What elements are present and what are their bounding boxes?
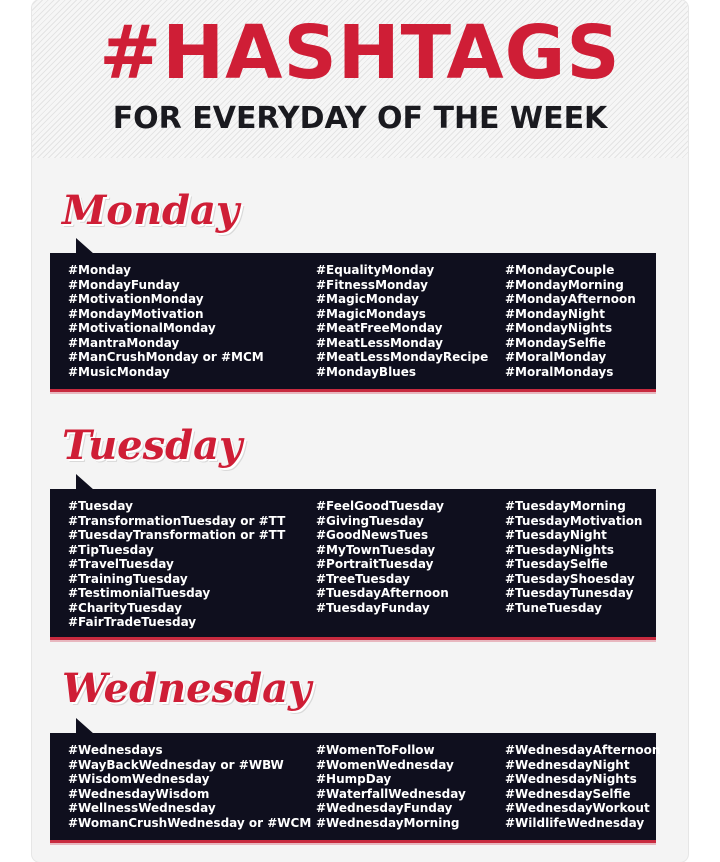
hashtag-item: #MondayNights (505, 321, 613, 335)
hashtag-item: #TuesdaySelfie (505, 557, 608, 571)
hashtag-item: #MondayFunday (68, 277, 180, 292)
hashtag-item: #MondayMorning (505, 277, 624, 292)
hashtag-item: #TuneTuesday (505, 600, 602, 615)
hashtag-column (68, 263, 264, 379)
hashtag-item: #WomenWednesday (316, 757, 454, 772)
hashtag-item: #WomanCrushWednesday or #WCM (68, 815, 312, 830)
hashtag-item: #TuesdayFunday (316, 600, 430, 615)
hashtag-item: #TestimonialTuesday (68, 586, 211, 600)
hashtag-item: #MoralMonday (505, 350, 607, 364)
hashtag-item: #MeatLessMonday (316, 335, 443, 350)
hashtag-item: #TipTuesday (68, 542, 154, 557)
hashtag-item: #TreeTuesday (316, 571, 410, 586)
hashtag-item: #WednesdayWisdom (68, 786, 210, 801)
callout-pointer (76, 238, 94, 254)
hashtag-item: #WednesdayFunday (316, 801, 453, 815)
header-banner (32, 0, 688, 158)
hashtag-item: #WaterfallWednesday (316, 786, 466, 801)
hashtag-item: #MondayCouple (505, 263, 615, 277)
hashtag-item: #GoodNewsTues (316, 528, 429, 542)
day-heading-tuesday: Tuesday (62, 422, 243, 469)
day-heading-wednesday: Wednesday (62, 665, 312, 712)
hashtag-item: #FitnessMonday (316, 277, 428, 292)
callout-pointer (76, 474, 94, 490)
hashtag-item: #MantraMonday (68, 335, 180, 350)
hashtag-item: #MondayMotivation (68, 306, 204, 321)
hashtag-item: #PortraitTuesday (316, 557, 434, 571)
page-subtitle: FOR EVERYDAY OF THE WEEK (112, 101, 608, 136)
hashtag-item: #CharityTuesday (68, 600, 182, 615)
hashtag-item: #WednesdayAfternoon (505, 743, 661, 757)
hashtag-column (505, 263, 636, 379)
hashtag-column (68, 499, 285, 630)
hashtag-item: #MusicMonday (68, 364, 170, 379)
hashtag-column (316, 499, 449, 615)
hashtag-item: #WednesdayWorkout (505, 801, 650, 815)
hashtag-column (505, 499, 642, 615)
hashtag-item: #MotivationalMonday (68, 321, 216, 335)
hashtag-item: #TuesdayMotivation (505, 513, 643, 528)
hashtag-item: #MeatLessMondayRecipe (316, 350, 489, 364)
hashtag-item: #GivingTuesday (316, 513, 424, 528)
hashtag-item: #TrainingTuesday (68, 571, 188, 586)
hashtag-item: #WellnessWednesday (68, 801, 216, 815)
hashtag-item: #TuesdayMorning (505, 499, 626, 513)
hashtag-item: #Monday (68, 263, 131, 277)
hashtag-column (316, 263, 488, 379)
callout-pointer (76, 718, 94, 734)
hashtag-item: #FairTradeTuesday (68, 615, 197, 629)
hashtag-panel-wednesday (50, 733, 661, 843)
hashtag-item: #MotivationMonday (68, 292, 204, 306)
hashtag-item: #TuesdayTransformation or #TT (68, 528, 286, 542)
hashtag-item: #HumpDay (316, 772, 392, 786)
hashtag-item: #MondayBlues (316, 364, 417, 379)
hashtag-item: #WildlifeWednesday (505, 815, 645, 830)
hashtag-item: #TuesdayNight (505, 528, 607, 542)
hashtag-item: #TuesdayTunesday (505, 586, 634, 600)
hashtag-item: #Wednesdays (68, 743, 163, 757)
hashtag-item: #ManCrushMonday or #MCM (68, 350, 264, 364)
hashtag-panel-tuesday (50, 489, 656, 640)
page-title: #HASHTAGS (99, 10, 621, 96)
hashtag-item: #WednesdayNights (505, 772, 637, 786)
hashtag-item: #EqualityMonday (316, 263, 435, 277)
hashtag-column (68, 743, 311, 830)
hashtag-item: #MondayAfternoon (505, 292, 636, 306)
hashtag-item: #TuesdayNights (505, 542, 615, 557)
hashtag-item: #TuesdayAfternoon (316, 586, 449, 600)
hashtag-item: #FeelGoodTuesday (316, 499, 444, 513)
hashtag-item: #MeatFreeMonday (316, 321, 443, 335)
hashtag-column (316, 743, 466, 830)
hashtag-item: #MagicMonday (316, 292, 419, 306)
hashtag-item: #WednesdayMorning (316, 815, 460, 830)
hashtag-item: #WednesdayNight (505, 757, 630, 772)
hashtag-item: #Tuesday (68, 499, 133, 513)
hashtag-item: #TransformationTuesday or #TT (68, 513, 286, 528)
hashtag-item: #WisdomWednesday (68, 772, 210, 786)
hashtag-item: #MyTownTuesday (316, 542, 436, 557)
infographic-card (32, 0, 688, 862)
hashtag-item: #MagicMondays (316, 306, 426, 321)
hashtag-item: #WayBackWednesday or #WBW (68, 757, 284, 772)
hashtag-item: #MondayNight (505, 306, 605, 321)
hashtag-item: #MoralMondays (505, 364, 614, 379)
hashtag-item: #TuesdayShoesday (505, 571, 635, 586)
hashtag-item: #WomenToFollow (316, 743, 435, 757)
hashtag-item: #WednesdaySelfie (505, 786, 631, 801)
hashtag-item: #TravelTuesday (68, 557, 174, 571)
day-heading-monday: Monday (62, 187, 240, 234)
hashtag-panel-monday (50, 253, 656, 392)
hashtag-item: #MondaySelfie (505, 335, 606, 350)
hashtag-column (505, 743, 660, 830)
